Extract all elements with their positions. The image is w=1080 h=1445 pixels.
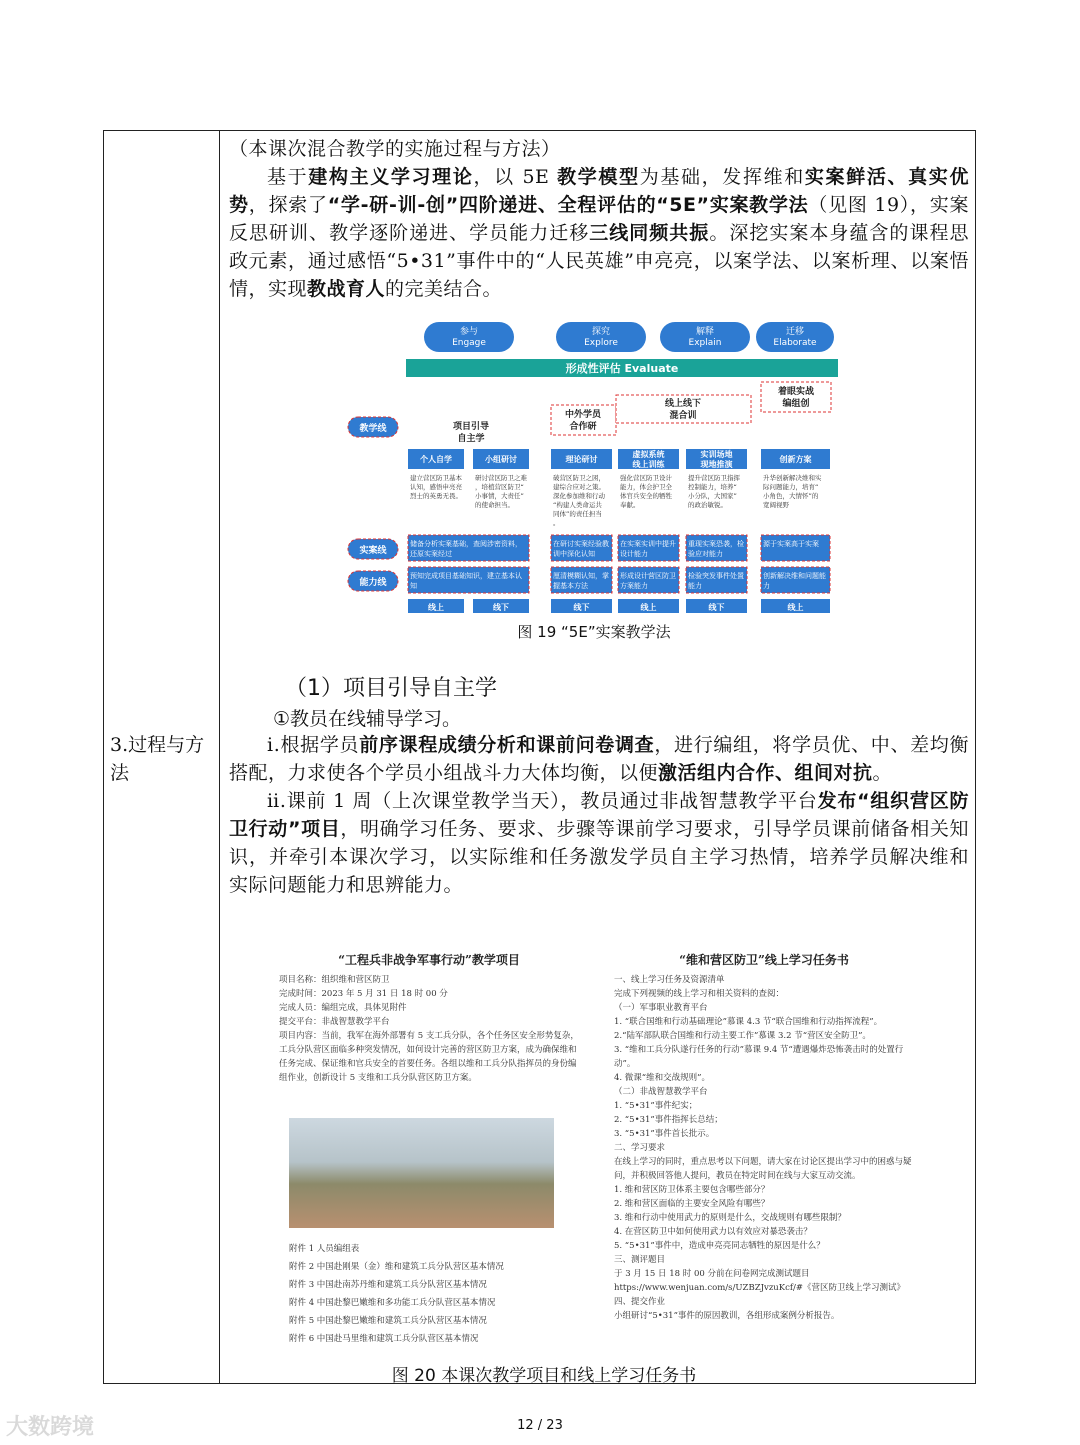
stage-label: 混合训 — [669, 411, 697, 421]
activity-label: 个人自学 — [420, 455, 452, 464]
stage-label: 项目引导 — [452, 422, 490, 432]
doc-line: 三、测评题目 — [614, 1255, 666, 1265]
ability-line-text: 握基本方法 — [553, 582, 588, 590]
mode-label: 线下 — [573, 603, 590, 612]
case-line-text: 设计能力 — [620, 550, 648, 558]
doc-line: 附件 2 中国赴刚果（金）维和建筑工兵分队营区基本情况 — [289, 1262, 504, 1272]
doc-line: 完成下列视频的线上学习和相关资料的查阅： — [614, 989, 785, 999]
sub-heading: ①教员在线辅导学习。 — [273, 708, 462, 730]
activity-text: 研讨营区防卫之难 — [475, 474, 527, 482]
activity-label: 现地推演 — [700, 460, 733, 469]
case-line-text: 源于实案高于实案 — [763, 540, 819, 548]
phase-label: 探究 Explore — [584, 327, 618, 348]
doc-line: 附件 3 中国赴南苏丹维和建筑工兵分队营区基本情况 — [289, 1280, 487, 1290]
section-heading: （1）项目引导自主学 — [285, 676, 497, 701]
activity-label: 理论研讨 — [565, 455, 598, 464]
phase-label: 迁移 Elaborate — [773, 327, 817, 348]
svg-text:教学线: 教学线 — [359, 424, 387, 434]
project-document — [279, 953, 579, 1353]
activity-text: 同体”的责任担当 — [553, 510, 602, 518]
case-line-text: 在实案实训中提升 — [620, 540, 676, 548]
doc-line: 1. “5•31”事件纪实； — [614, 1101, 698, 1111]
doc-line: https://www.wenjuan.com/s/UZBZJvzuKcf/#《营区防卫线上学习测试》 — [614, 1283, 906, 1293]
svg-text:能力线: 能力线 — [359, 578, 387, 588]
activity-text: 际问题能力，培育“ — [763, 483, 819, 491]
activity-text: 奉献。 — [620, 501, 640, 509]
evaluate-label: 形成性评估 Evaluate — [565, 362, 679, 375]
doc-line: 小组研讨“5•31”事件的原因教训，各组形成案例分析报告。 — [614, 1311, 840, 1321]
doc-line: 2.“陆军部队联合国维和行动主要工作”慕课 3.2 节“营区安全防卫”。 — [614, 1031, 871, 1041]
ability-line-box — [408, 567, 529, 593]
doc-line: 4. 微课“维和交战规则”。 — [614, 1073, 711, 1083]
doc-line: 附件 6 中国赴马里维和建筑工兵分队营区基本情况 — [289, 1334, 479, 1344]
activity-text: 宽阔视野 — [763, 501, 789, 509]
phase-row — [424, 322, 834, 352]
ability-line-text: 方案能力 — [620, 582, 648, 590]
activity-text: 控制能力，培养“ — [688, 483, 737, 491]
ability-line-text: 厘清模糊认知，掌 — [553, 572, 609, 580]
ability-line-box — [761, 567, 830, 593]
doc-line: 于 3 月 15 日 18 时 00 分前在问卷网完成测试题目 — [614, 1269, 810, 1279]
mode-label: 线下 — [708, 603, 725, 612]
activity-text: 提升营区防卫指挥 — [688, 474, 740, 482]
doc-line: 四、提交作业 — [614, 1297, 666, 1307]
doc-line: 项目名称：组织维和营区防卫 — [279, 975, 390, 985]
activity-text: 能力，体会护卫全 — [620, 483, 672, 491]
doc-line: 附件 1 人员编组表 — [289, 1244, 360, 1254]
mode-label: 线上 — [787, 603, 804, 612]
activity-text: 升华创新解决维和实 — [763, 474, 822, 482]
activity-label: 线上训练 — [632, 460, 665, 469]
doc-line: 3. 维和行动中使用武力的原则是什么，交战规则有哪些限制？ — [614, 1213, 846, 1223]
ability-line-text: 能力 — [688, 582, 702, 590]
doc-line: 4. 在营区防卫中如何使用武力以有效应对暴恐袭击？ — [614, 1227, 812, 1237]
doc-line: 附件 5 中国赴黎巴嫩维和建筑工兵分队营区基本情况 — [289, 1316, 487, 1326]
doc-line: 完成人员：编组完成，具体见附件 — [279, 1003, 407, 1013]
table-frame — [103, 130, 976, 1384]
case-line-text: 重现实案恐袭，检 — [688, 540, 744, 548]
doc-line: 项目内容：当前，我军在海外部署有 5 支工兵分队，各个任务区安全形势复杂，工兵分队营区面临多种突发情况，如何设计完善的营区防卫方案，成为确保维和任务完成、保证维和官兵安全的首要任务。各组以维和工兵分队指挥员的身份编组作业，创新设计 5 支维和工兵分队营区防卫方案。 — [279, 1031, 579, 1083]
page-number: 12 / 23 — [517, 1418, 563, 1433]
case-line-box — [761, 535, 830, 561]
doc-line: （一）军事职业教育平台 — [614, 1003, 708, 1013]
activity-text: 深化参加维和行动 — [553, 492, 605, 500]
phase-label: 解释 Explain — [688, 327, 722, 348]
stage-label: 中外学员 — [564, 410, 602, 420]
ability-line-text: 创新解决维和问题能 — [763, 572, 826, 580]
case-line-text: 训中深化认知 — [553, 550, 595, 558]
activity-text: 小分队，大国家” — [688, 492, 737, 500]
doc-line: 3. “维和工兵分队遂行任务的行动”慕课 9.4 节“遭遇爆炸恐怖袭击时的处置行动”。 — [614, 1045, 904, 1069]
activity-text: “构建人类命运共 — [553, 501, 602, 509]
stage-label: 合作研 — [569, 422, 597, 432]
case-line-text: 储备分析实案基础，查阅涉密资料， — [410, 540, 522, 548]
doc-line: 提交平台：非战智慧教学平台 — [279, 1017, 390, 1027]
doc-line: 二、学习要求 — [614, 1143, 666, 1153]
activity-text: 的使命担当。 — [475, 501, 514, 509]
ability-line-text: 知 — [410, 582, 417, 590]
activity-label: 虚拟系统 — [632, 450, 665, 459]
case-line-text: 在研讨实案经验教 — [553, 540, 609, 548]
mode-label: 线上 — [640, 603, 657, 612]
doc-line: 5. “5•31”事件中，造成申亮亮同志牺牲的原因是什么？ — [614, 1241, 825, 1251]
ability-line-text: 形成设计营区防卫 — [620, 572, 676, 580]
doc-line: 2. 维和营区面临的主要安全风险有哪些？ — [614, 1199, 770, 1209]
doc-line: 1. 维和营区防卫体系主要包含哪些部分？ — [614, 1185, 770, 1195]
case-line-text: 还原实案经过 — [410, 550, 452, 558]
activity-label: 小组研讨 — [485, 455, 517, 464]
task-doc-title: “维和营区防卫”线上学习任务书 — [679, 953, 849, 967]
intro-line: （本课次混合教学的实施过程与方法） — [229, 138, 561, 160]
activity-text: 烈士的英勇无畏。 — [410, 492, 462, 500]
activity-text: 认知，感悟申亮亮 — [410, 483, 462, 491]
activity-text: 强化营区防卫设计 — [620, 474, 672, 482]
activity-label: 创新方案 — [779, 455, 812, 464]
activity-text: 建立营区防卫基本 — [410, 474, 462, 482]
mode-label: 线下 — [493, 603, 509, 612]
paragraph-1: 基于建构主义学习理论，以 5E 教学模型为基础，发挥维和实案鲜活、真实优势，探索了“学-研-训-创”四阶递进、全程评估的“5E”实案教学法（见图 19），实案反思研训、教学逐阶递进、学员能力迁移三线同频共振。深挖实案本身蕴含的课程思政元素，通过感悟“5•31”事件中的“人民英雄”申亮亮，以案学法、以案析理、以案悟情，实现教战育人的完美结合。 — [229, 166, 969, 300]
svg-text:实案线: 实案线 — [359, 546, 387, 556]
doc-line: 1. “联合国维和行动基础理论”慕课 4.3 节“联合国维和行动指挥流程”。 — [614, 1017, 883, 1027]
doc-line: 3. “5•31”事件首长批示。 — [614, 1129, 715, 1139]
ability-line-text: 力 — [763, 582, 770, 590]
doc-line: 2. “5•31”事件指挥长总结； — [614, 1115, 723, 1125]
stage-label: 着眼实战 — [777, 387, 815, 397]
task-document — [614, 953, 914, 1353]
column-divider — [219, 131, 220, 1383]
phase-label: 参与 Engage — [452, 327, 486, 348]
doc-line: （二）非战智慧教学平台 — [614, 1087, 708, 1097]
doc-line: 完成时间：2023 年 5 月 31 日 18 时 00 分 — [279, 989, 448, 999]
figure-5e-diagram — [346, 317, 842, 617]
ability-line-text: 检验突发事件处置 — [688, 572, 744, 580]
ability-line-text: 预知完成项目基础知识，建立基本认 — [410, 572, 522, 580]
doc-line: 一、线上学习任务及资源清单 — [614, 975, 725, 985]
stage-label: 自主学 — [457, 434, 485, 444]
mode-label: 线上 — [428, 603, 444, 612]
project-doc-title: “工程兵非战争军事行动”教学项目 — [338, 953, 520, 967]
field-photo — [289, 1118, 554, 1228]
watermark-logo: 大数跨境 — [6, 1415, 95, 1440]
paragraph-2: ⅰ.根据学员前序课程成绩分析和课前问卷调查，进行编组，将学员优、中、差均衡搭配，力求使各个学员小组战斗力大体均衡，以便激活组内合作、组间对抗。 — [229, 734, 969, 784]
activity-text: ，培植营区防卫“ — [475, 483, 524, 491]
figure-20-caption: 图 20 本课次教学项目和线上学习任务书 — [391, 1366, 697, 1386]
activity-text: 。 — [553, 519, 560, 527]
content-cell — [229, 131, 969, 303]
activity-text: 小事情，大责任” — [475, 492, 524, 500]
doc-line: 附件 4 中国赴黎巴嫩维和多功能工兵分队营区基本情况 — [289, 1298, 496, 1308]
figure-19-caption: 图 19 “5E”实案教学法 — [517, 623, 671, 641]
case-line-text: 验应对能力 — [688, 550, 723, 558]
activity-label: 实训场地 — [700, 450, 733, 459]
activity-text: 的政治敏锐。 — [688, 501, 727, 509]
paragraph-3: ⅱ.课前 1 周（上次课堂教学当天），教员通过非战智慧教学平台发布“组织营区防卫行动”项目，明确学习任务、要求、步骤等课前学习要求，引导学员课前储备相关知识，并牵引本课次学习，以实际维和任务激发学员自主学习热情，培养学员解决维和实际问题能力和思辨能力。 — [229, 790, 969, 896]
stage-label: 编组创 — [782, 399, 810, 409]
activity-text: 小角色，大情怀”的 — [763, 492, 819, 500]
stage-label: 线上线下 — [664, 399, 702, 409]
activity-text: 破营区防卫之困， — [553, 474, 605, 482]
row-label: 3.过程与方法 — [110, 734, 205, 784]
activity-text: 体官兵安全的牺牲 — [620, 492, 672, 500]
section-block — [229, 671, 969, 899]
activity-text: 建综合应对之策。 — [553, 483, 605, 491]
doc-line: 在线上学习的同时，重点思考以下问题，请大家在讨论区提出学习中的困惑与疑问，并积极回答他人提问，教员在特定时间在线与大家互动交流。 — [614, 1157, 912, 1181]
